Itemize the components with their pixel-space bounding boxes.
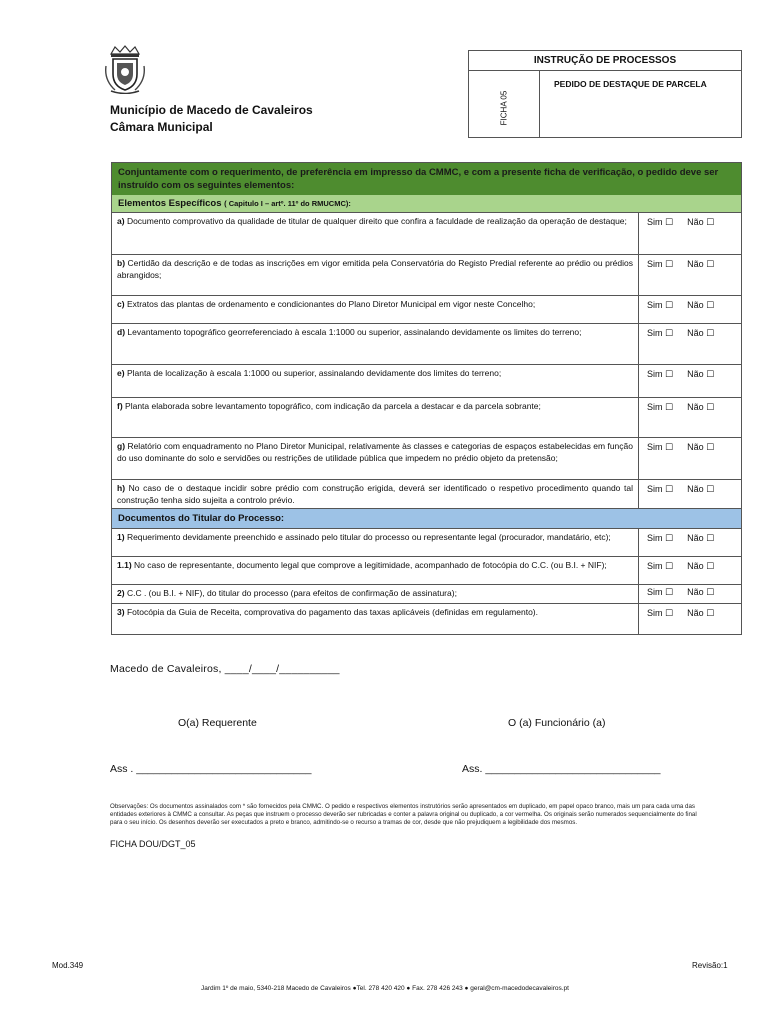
row-key: h)	[117, 483, 126, 493]
row-text	[112, 438, 638, 479]
row-options	[638, 557, 741, 584]
checklist-row-g	[112, 438, 741, 480]
process-name: PEDIDO DE DESTAQUE DE PARCELA	[554, 79, 707, 89]
specific-elements-header	[112, 195, 741, 213]
row-key: d)	[117, 327, 126, 337]
row-key: 1)	[117, 532, 125, 542]
checklist-row-f	[112, 398, 741, 438]
checklist-table	[111, 162, 742, 635]
row-text	[112, 585, 638, 603]
row-text	[112, 480, 638, 508]
yes-checkbox[interactable]: Sim ☐	[647, 442, 674, 452]
yes-checkbox[interactable]: Sim ☐	[647, 608, 674, 618]
checklist-row-3	[112, 604, 741, 634]
no-checkbox[interactable]: Não ☐	[687, 587, 715, 597]
no-checkbox[interactable]: Não ☐	[687, 217, 715, 227]
row-options	[638, 213, 741, 254]
checklist-row-1	[112, 529, 741, 557]
ficha-cell	[469, 70, 540, 137]
official-label: O (a) Funcionário (a)	[508, 717, 606, 729]
checklist-row-1-1	[112, 557, 741, 585]
yes-checkbox[interactable]: Sim ☐	[647, 561, 674, 571]
row-text	[112, 529, 638, 556]
yes-checkbox[interactable]: Sim ☐	[647, 259, 674, 269]
row-options	[638, 324, 741, 364]
row-text	[112, 604, 638, 634]
row-text	[112, 296, 638, 323]
no-checkbox[interactable]: Não ☐	[687, 484, 715, 494]
no-checkbox[interactable]: Não ☐	[687, 369, 715, 379]
row-description: Relatório com enquadramento no Plano Diretor Municipal, relativamente às classes e categorias de espaços estabelecidas em função do uso dominante do solo e servidões ou restrições de utilidade pública que impedem no prédio objeto da pretensão;	[117, 441, 633, 463]
row-options	[638, 529, 741, 556]
row-description: Fotocópia da Guia de Receita, comprovativa do pagamento das taxas aplicáveis (definidas em regulamento).	[126, 607, 539, 617]
row-options	[638, 398, 741, 437]
row-options	[638, 604, 741, 634]
row-description: Requerimento devidamente preenchido e assinado pelo titular do processo ou representante legal (procurador, mandatário, etc);	[126, 532, 611, 542]
row-options	[638, 438, 741, 479]
checklist-row-d	[112, 324, 741, 365]
instruction-title: INSTRUÇÃO DE PROCESSOS	[469, 51, 741, 71]
row-key: b)	[117, 258, 126, 268]
row-key: c)	[117, 299, 125, 309]
row-key: g)	[117, 441, 126, 451]
requester-signature-field[interactable]: Ass . ______________________________	[110, 763, 312, 775]
checklist-row-e	[112, 365, 741, 398]
row-key: e)	[117, 368, 125, 378]
ficha-code: FICHA DOU/DGT_05	[110, 839, 196, 849]
row-text	[112, 213, 638, 254]
ficha-number: FICHA 05	[499, 90, 509, 126]
row-description: No caso de representante, documento legal que comprove a legitimidade, acompanhado de fotocópia do C.C. (ou B.I. + NIF);	[134, 560, 607, 570]
row-key: f)	[117, 401, 123, 411]
yes-checkbox[interactable]: Sim ☐	[647, 533, 674, 543]
no-checkbox[interactable]: Não ☐	[687, 561, 715, 571]
intro-header: Conjuntamente com o requerimento, de preferência em impresso da CMMC, e com a presente ficha de verificação, o pedido deve ser instruído com os seguintes elementos:	[112, 163, 741, 195]
revision-number: Revisão:1	[692, 961, 728, 970]
row-text	[112, 255, 638, 295]
checklist-row-2	[112, 585, 741, 604]
no-checkbox[interactable]: Não ☐	[687, 608, 715, 618]
row-key: a)	[117, 216, 125, 226]
row-description: No caso de o destaque incidir sobre prédio com construção erigida, deverá ser identificado o respetivo procedimento quando tal construção tenha sido sujeita a controlo prévio.	[117, 483, 633, 505]
row-key: 1.1)	[117, 560, 132, 570]
checklist-row-a	[112, 213, 741, 255]
row-text	[112, 398, 638, 437]
yes-checkbox[interactable]: Sim ☐	[647, 328, 674, 338]
checklist-row-c	[112, 296, 741, 324]
owner-documents-header: Documentos do Titular do Processo:	[112, 508, 741, 529]
row-text	[112, 365, 638, 397]
no-checkbox[interactable]: Não ☐	[687, 442, 715, 452]
yes-checkbox[interactable]: Sim ☐	[647, 369, 674, 379]
row-description: Documento comprovativo da qualidade de titular de qualquer direito que confira a faculdade de realização da operação de destaque;	[126, 216, 627, 226]
requester-label: O(a) Requerente	[178, 717, 257, 729]
row-description: Planta elaborada sobre levantamento topográfico, com indicação da parcela a destacar e da parcela sobrante;	[125, 401, 541, 411]
row-description: Certidão da descrição e de todas as inscrições em vigor emitida pela Conservatória do Registo Predial referente ao prédio ou prédios abrangidos;	[117, 258, 633, 280]
municipality-name: Município de Macedo de Cavaleiros	[110, 103, 313, 117]
row-key: 3)	[117, 607, 125, 617]
no-checkbox[interactable]: Não ☐	[687, 402, 715, 412]
yes-checkbox[interactable]: Sim ☐	[647, 587, 674, 597]
row-description: Planta de localização à escala 1:1000 ou superior, assinalando devidamente dos limites do terreno;	[126, 368, 502, 378]
council-name: Câmara Municipal	[110, 120, 213, 134]
yes-checkbox[interactable]: Sim ☐	[647, 300, 674, 310]
row-text	[112, 557, 638, 584]
yes-checkbox[interactable]: Sim ☐	[647, 217, 674, 227]
no-checkbox[interactable]: Não ☐	[687, 328, 715, 338]
model-number: Mod.349	[52, 961, 84, 970]
instruction-box	[468, 50, 742, 138]
observations-text: Observações: Os documentos assinalados com * são fornecidos pela CMMC. O pedido e respectivos elementos instrutórios serão apresentados em duplicado, em papel opaco branco, mais um para cada uma das entidades exteriores à CMMC a consultar. As peças que instruem o processo deverão ser rubricadas e conter a palavra original ou duplicado, a cor vermelha. Os originais serão numerados sequencialmente do final para o seu início. Os desenhos deverão ser executados a preto e branco, admitindo-se o recurso a tramas de cor, desde que não prejudiquem a legibilidade dos mesmos.	[110, 803, 697, 826]
checklist-row-h	[112, 480, 741, 508]
yes-checkbox[interactable]: Sim ☐	[647, 484, 674, 494]
row-options	[638, 365, 741, 397]
no-checkbox[interactable]: Não ☐	[687, 533, 715, 543]
row-options	[638, 255, 741, 295]
row-options	[638, 296, 741, 323]
place-date-field[interactable]: Macedo de Cavaleiros, ____/____/__________	[110, 663, 340, 675]
specific-elements-title: Elementos Específicos	[118, 198, 222, 209]
no-checkbox[interactable]: Não ☐	[687, 259, 715, 269]
row-description: Levantamento topográfico georreferenciado à escala 1:1000 ou superior, assinalando devidamente os limites do terreno;	[127, 327, 582, 337]
row-key: 2)	[117, 588, 125, 598]
official-signature-field[interactable]: Ass. ______________________________	[462, 763, 661, 775]
footer-contact: Jardim 1º de maio, 5340-218 Macedo de Cavaleiros ●Tel. 278 420 420 ● Fax. 278 426 243 ● geral@cm-macedodecavaleiros.pt	[201, 985, 569, 992]
row-text	[112, 324, 638, 364]
row-description: C.C . (ou B.I. + NIF), do titular do processo (para efeitos de confirmação de assinatura);	[126, 588, 457, 598]
yes-checkbox[interactable]: Sim ☐	[647, 402, 674, 412]
no-checkbox[interactable]: Não ☐	[687, 300, 715, 310]
row-options	[638, 480, 741, 508]
row-options	[638, 585, 741, 603]
row-description: Extratos das plantas de ordenamento e condicionantes do Plano Diretor Municipal em vigor neste Concelho;	[126, 299, 536, 309]
specific-elements-subtitle: ( Capitulo I – artº. 11º do RMUCMC):	[224, 199, 351, 208]
municipal-crest-icon	[103, 44, 147, 94]
checklist-row-b	[112, 255, 741, 296]
